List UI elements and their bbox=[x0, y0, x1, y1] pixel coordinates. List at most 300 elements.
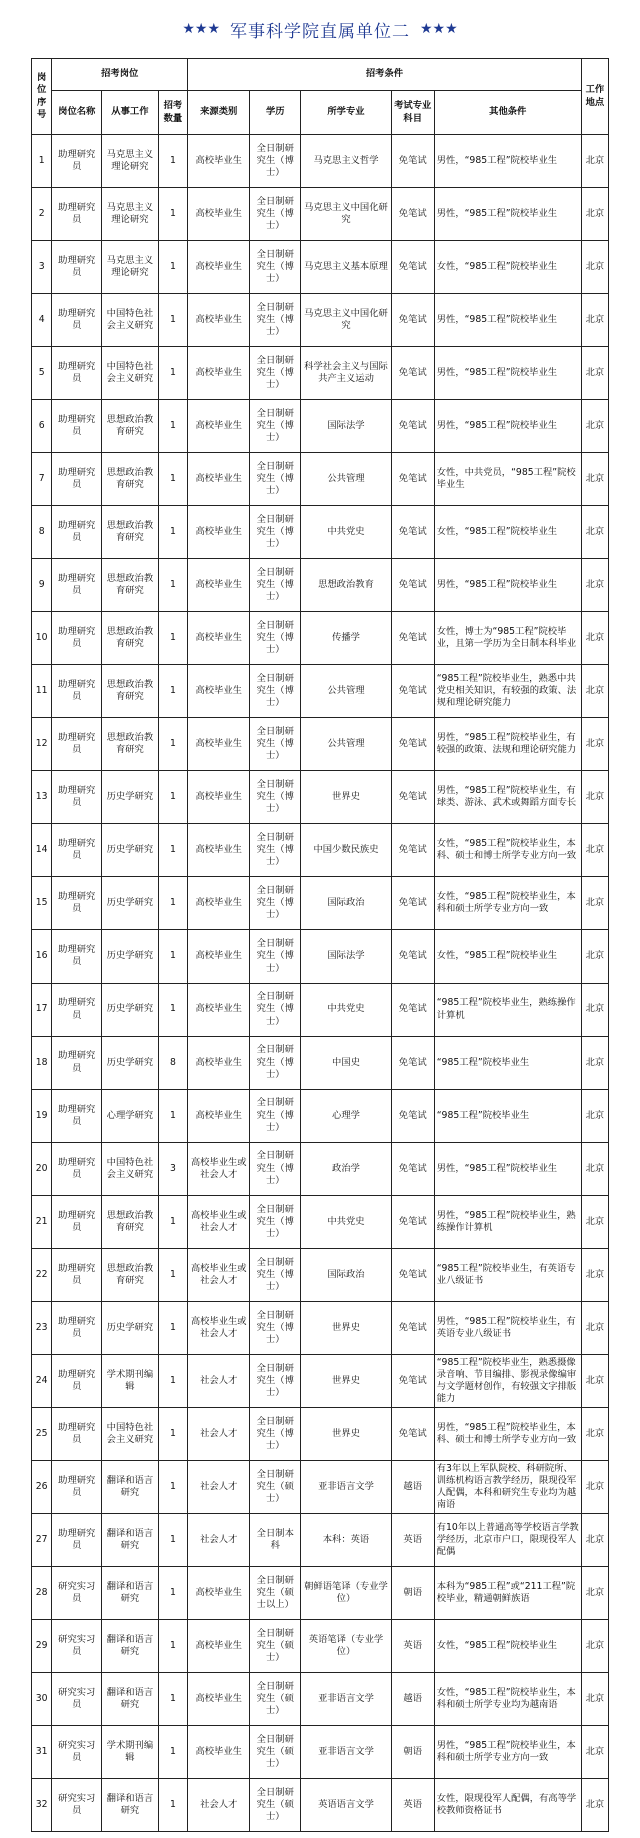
cell-education: 全日制研究生（博士） bbox=[250, 665, 301, 718]
cell-source: 社会人才 bbox=[188, 1778, 250, 1831]
cell-location: 北京 bbox=[581, 1142, 608, 1195]
cell-seq: 24 bbox=[32, 1354, 52, 1407]
cell-exam-subject: 免笔试 bbox=[391, 1142, 434, 1195]
table-row bbox=[32, 241, 609, 294]
cell-position-name: 助理研究员 bbox=[52, 877, 102, 930]
cell-location: 北京 bbox=[581, 1619, 608, 1672]
cell-source: 高校毕业生 bbox=[188, 1089, 250, 1142]
cell-education: 全日制本科 bbox=[250, 1513, 301, 1566]
cell-education: 全日制研究生（博士） bbox=[250, 983, 301, 1036]
cell-exam-subject: 免笔试 bbox=[391, 294, 434, 347]
cell-seq: 25 bbox=[32, 1407, 52, 1460]
cell-work-content: 思想政治教育研究 bbox=[102, 506, 159, 559]
table-row bbox=[32, 665, 609, 718]
table-row bbox=[32, 506, 609, 559]
cell-source: 高校毕业生 bbox=[188, 1672, 250, 1725]
cell-work-content: 心理学研究 bbox=[102, 1089, 159, 1142]
cell-major: 亚非语言文学 bbox=[301, 1460, 392, 1513]
cell-recruit-count: 1 bbox=[158, 983, 187, 1036]
cell-seq: 3 bbox=[32, 241, 52, 294]
cell-major: 中国史 bbox=[301, 1036, 392, 1089]
cell-work-content: 思想政治教育研究 bbox=[102, 1248, 159, 1301]
cell-work-content: 翻译和语言研究 bbox=[102, 1778, 159, 1831]
table-row bbox=[32, 1619, 609, 1672]
cell-other-conditions: 男性，“985工程”院校毕业生 bbox=[434, 294, 581, 347]
cell-recruit-count: 1 bbox=[158, 1460, 187, 1513]
cell-major: 亚非语言文学 bbox=[301, 1725, 392, 1778]
cell-source: 高校毕业生 bbox=[188, 506, 250, 559]
cell-recruit-count: 1 bbox=[158, 294, 187, 347]
cell-source: 高校毕业生 bbox=[188, 135, 250, 188]
cell-position-name: 研究实习员 bbox=[52, 1778, 102, 1831]
cell-position-name: 研究实习员 bbox=[52, 1672, 102, 1725]
cell-major: 世界史 bbox=[301, 1407, 392, 1460]
cell-source: 高校毕业生 bbox=[188, 294, 250, 347]
cell-source: 高校毕业生或社会人才 bbox=[188, 1195, 250, 1248]
cell-seq: 6 bbox=[32, 400, 52, 453]
cell-location: 北京 bbox=[581, 877, 608, 930]
cell-work-content: 翻译和语言研究 bbox=[102, 1672, 159, 1725]
cell-other-conditions: 男性，“985工程”院校毕业生 bbox=[434, 188, 581, 241]
cell-location: 北京 bbox=[581, 612, 608, 665]
cell-location: 北京 bbox=[581, 1407, 608, 1460]
cell-work-content: 马克思主义理论研究 bbox=[102, 241, 159, 294]
cell-recruit-count: 1 bbox=[158, 1089, 187, 1142]
cell-major: 政治学 bbox=[301, 1142, 392, 1195]
table-row bbox=[32, 930, 609, 983]
cell-exam-subject: 免笔试 bbox=[391, 188, 434, 241]
cell-location: 北京 bbox=[581, 930, 608, 983]
cell-work-content: 历史学研究 bbox=[102, 930, 159, 983]
cell-exam-subject: 免笔试 bbox=[391, 930, 434, 983]
cell-other-conditions: 男性，“985工程”院校毕业生，熟练操作计算机 bbox=[434, 1195, 581, 1248]
cell-education: 全日制研究生（博士） bbox=[250, 771, 301, 824]
cell-other-conditions: “985工程”院校毕业生 bbox=[434, 1089, 581, 1142]
table-row bbox=[32, 1036, 609, 1089]
cell-seq: 20 bbox=[32, 1142, 52, 1195]
cell-work-content: 思想政治教育研究 bbox=[102, 665, 159, 718]
cell-major: 中共党史 bbox=[301, 1195, 392, 1248]
cell-seq: 12 bbox=[32, 718, 52, 771]
cell-source: 高校毕业生 bbox=[188, 1725, 250, 1778]
table-row bbox=[32, 1460, 609, 1513]
header-location: 工作地点 bbox=[581, 59, 608, 135]
cell-exam-subject: 免笔试 bbox=[391, 347, 434, 400]
table-row bbox=[32, 1725, 609, 1778]
cell-major: 世界史 bbox=[301, 1301, 392, 1354]
cell-seq: 16 bbox=[32, 930, 52, 983]
table-row bbox=[32, 400, 609, 453]
cell-location: 北京 bbox=[581, 453, 608, 506]
cell-education: 全日制研究生（博士） bbox=[250, 294, 301, 347]
table-row bbox=[32, 612, 609, 665]
header-position-group: 招考岗位 bbox=[52, 59, 188, 91]
cell-position-name: 助理研究员 bbox=[52, 294, 102, 347]
cell-other-conditions: 有3年以上军队院校、科研院所、训练机构语言教学经历，限现役军人配偶，本科和研究生专业均为越南语 bbox=[434, 1460, 581, 1513]
cell-recruit-count: 1 bbox=[158, 1566, 187, 1619]
cell-major: 公共管理 bbox=[301, 453, 392, 506]
cell-source: 高校毕业生 bbox=[188, 1619, 250, 1672]
cell-source: 高校毕业生或社会人才 bbox=[188, 1248, 250, 1301]
cell-position-name: 助理研究员 bbox=[52, 559, 102, 612]
cell-recruit-count: 1 bbox=[158, 241, 187, 294]
cell-location: 北京 bbox=[581, 718, 608, 771]
cell-location: 北京 bbox=[581, 347, 608, 400]
cell-exam-subject: 免笔试 bbox=[391, 453, 434, 506]
cell-location: 北京 bbox=[581, 1354, 608, 1407]
table-row bbox=[32, 824, 609, 877]
cell-source: 高校毕业生 bbox=[188, 241, 250, 294]
cell-other-conditions: 女性，博士为“985工程”院校毕业，且第一学历为全日制本科毕业 bbox=[434, 612, 581, 665]
cell-major: 马克思主义中国化研究 bbox=[301, 294, 392, 347]
cell-source: 高校毕业生 bbox=[188, 559, 250, 612]
title-stars-left: ★★★ bbox=[182, 21, 220, 37]
cell-location: 北京 bbox=[581, 1301, 608, 1354]
cell-recruit-count: 1 bbox=[158, 718, 187, 771]
cell-other-conditions: 女性，“985工程”院校毕业生，本科、硕士和博士所学专业方向一致 bbox=[434, 824, 581, 877]
cell-position-name: 助理研究员 bbox=[52, 771, 102, 824]
cell-recruit-count: 3 bbox=[158, 1142, 187, 1195]
cell-location: 北京 bbox=[581, 241, 608, 294]
cell-exam-subject: 英语 bbox=[391, 1619, 434, 1672]
cell-major: 国际法学 bbox=[301, 930, 392, 983]
cell-education: 全日制研究生（博士） bbox=[250, 559, 301, 612]
table-row bbox=[32, 1248, 609, 1301]
cell-position-name: 研究实习员 bbox=[52, 1619, 102, 1672]
cell-source: 高校毕业生 bbox=[188, 665, 250, 718]
table-row bbox=[32, 294, 609, 347]
cell-exam-subject: 免笔试 bbox=[391, 824, 434, 877]
cell-recruit-count: 1 bbox=[158, 1407, 187, 1460]
cell-education: 全日制研究生（博士） bbox=[250, 1248, 301, 1301]
cell-position-name: 助理研究员 bbox=[52, 1036, 102, 1089]
cell-major: 心理学 bbox=[301, 1089, 392, 1142]
cell-position-name: 助理研究员 bbox=[52, 1142, 102, 1195]
cell-education: 全日制研究生（硕士） bbox=[250, 1460, 301, 1513]
cell-position-name: 助理研究员 bbox=[52, 347, 102, 400]
cell-seq: 10 bbox=[32, 612, 52, 665]
cell-other-conditions: 女性，“985工程”院校毕业生，本科和硕士所学专业均为越南语 bbox=[434, 1672, 581, 1725]
cell-recruit-count: 1 bbox=[158, 1725, 187, 1778]
cell-other-conditions: 男性，“985工程”院校毕业生，有英语专业八级证书 bbox=[434, 1301, 581, 1354]
cell-other-conditions: 男性，“985工程”院校毕业生 bbox=[434, 135, 581, 188]
cell-exam-subject: 免笔试 bbox=[391, 665, 434, 718]
cell-exam-subject: 免笔试 bbox=[391, 877, 434, 930]
cell-exam-subject: 越语 bbox=[391, 1460, 434, 1513]
cell-work-content: 历史学研究 bbox=[102, 1036, 159, 1089]
cell-major: 马克思主义哲学 bbox=[301, 135, 392, 188]
cell-recruit-count: 1 bbox=[158, 1513, 187, 1566]
table-row bbox=[32, 771, 609, 824]
cell-position-name: 助理研究员 bbox=[52, 665, 102, 718]
table-row bbox=[32, 1301, 609, 1354]
cell-recruit-count: 1 bbox=[158, 135, 187, 188]
cell-exam-subject: 免笔试 bbox=[391, 1301, 434, 1354]
cell-recruit-count: 1 bbox=[158, 930, 187, 983]
table-row bbox=[32, 1354, 609, 1407]
cell-exam-subject: 免笔试 bbox=[391, 506, 434, 559]
cell-exam-subject: 免笔试 bbox=[391, 241, 434, 294]
cell-other-conditions: 有10年以上普通高等学校语言学教学经历，北京市户口，限现役军人配偶 bbox=[434, 1513, 581, 1566]
cell-recruit-count: 1 bbox=[158, 559, 187, 612]
cell-major: 马克思主义中国化研究 bbox=[301, 188, 392, 241]
cell-other-conditions: “985工程”院校毕业生，熟悉摄像录音响、节目编排、影视录像编审与文学题材创作，有较强文字排版能力 bbox=[434, 1354, 581, 1407]
cell-source: 高校毕业生 bbox=[188, 347, 250, 400]
cell-position-name: 助理研究员 bbox=[52, 188, 102, 241]
table-row bbox=[32, 718, 609, 771]
cell-source: 社会人才 bbox=[188, 1407, 250, 1460]
cell-work-content: 中国特色社会主义研究 bbox=[102, 1407, 159, 1460]
cell-source: 高校毕业生 bbox=[188, 877, 250, 930]
cell-recruit-count: 1 bbox=[158, 612, 187, 665]
cell-other-conditions: 女性，“985工程”院校毕业生 bbox=[434, 241, 581, 294]
cell-education: 全日制研究生（博士） bbox=[250, 135, 301, 188]
cell-major: 思想政治教育 bbox=[301, 559, 392, 612]
cell-education: 全日制研究生（博士） bbox=[250, 1407, 301, 1460]
cell-major: 国际政治 bbox=[301, 877, 392, 930]
cell-exam-subject: 免笔试 bbox=[391, 1036, 434, 1089]
cell-other-conditions: 本科为“985工程”或“211工程”院校毕业，精通朝鲜族语 bbox=[434, 1566, 581, 1619]
table-row bbox=[32, 559, 609, 612]
cell-location: 北京 bbox=[581, 1513, 608, 1566]
cell-position-name: 助理研究员 bbox=[52, 1301, 102, 1354]
cell-seq: 18 bbox=[32, 1036, 52, 1089]
cell-exam-subject: 免笔试 bbox=[391, 135, 434, 188]
cell-exam-subject: 免笔试 bbox=[391, 1248, 434, 1301]
cell-location: 北京 bbox=[581, 294, 608, 347]
cell-location: 北京 bbox=[581, 983, 608, 1036]
cell-seq: 32 bbox=[32, 1778, 52, 1831]
cell-source: 高校毕业生 bbox=[188, 453, 250, 506]
cell-location: 北京 bbox=[581, 559, 608, 612]
cell-position-name: 助理研究员 bbox=[52, 1195, 102, 1248]
cell-education: 全日制研究生（博士） bbox=[250, 506, 301, 559]
cell-recruit-count: 1 bbox=[158, 347, 187, 400]
cell-exam-subject: 免笔试 bbox=[391, 612, 434, 665]
cell-major: 国际政治 bbox=[301, 1248, 392, 1301]
cell-major: 公共管理 bbox=[301, 718, 392, 771]
cell-exam-subject: 免笔试 bbox=[391, 1354, 434, 1407]
cell-major: 世界史 bbox=[301, 771, 392, 824]
cell-education: 全日制研究生（博士） bbox=[250, 1142, 301, 1195]
cell-recruit-count: 1 bbox=[158, 400, 187, 453]
cell-seq: 1 bbox=[32, 135, 52, 188]
cell-location: 北京 bbox=[581, 1672, 608, 1725]
cell-education: 全日制研究生（博士） bbox=[250, 824, 301, 877]
cell-work-content: 翻译和语言研究 bbox=[102, 1460, 159, 1513]
cell-education: 全日制研究生（博士） bbox=[250, 400, 301, 453]
cell-position-name: 助理研究员 bbox=[52, 1513, 102, 1566]
cell-work-content: 思想政治教育研究 bbox=[102, 718, 159, 771]
cell-education: 全日制研究生（博士） bbox=[250, 1036, 301, 1089]
cell-recruit-count: 1 bbox=[158, 771, 187, 824]
cell-other-conditions: 女性，“985工程”院校毕业生，本科和硕士所学专业方向一致 bbox=[434, 877, 581, 930]
cell-work-content: 翻译和语言研究 bbox=[102, 1566, 159, 1619]
cell-other-conditions: 女性，中共党员，“985工程”院校毕业生 bbox=[434, 453, 581, 506]
cell-work-content: 思想政治教育研究 bbox=[102, 559, 159, 612]
cell-source: 高校毕业生 bbox=[188, 718, 250, 771]
cell-position-name: 助理研究员 bbox=[52, 612, 102, 665]
cell-work-content: 中国特色社会主义研究 bbox=[102, 1142, 159, 1195]
cell-education: 全日制研究生（博士） bbox=[250, 877, 301, 930]
cell-work-content: 马克思主义理论研究 bbox=[102, 188, 159, 241]
cell-education: 全日制研究生（博士） bbox=[250, 188, 301, 241]
cell-education: 全日制研究生（博士） bbox=[250, 453, 301, 506]
cell-location: 北京 bbox=[581, 771, 608, 824]
cell-recruit-count: 1 bbox=[158, 1195, 187, 1248]
cell-recruit-count: 8 bbox=[158, 1036, 187, 1089]
header-exam-subject: 考试专业科目 bbox=[391, 91, 434, 135]
cell-other-conditions: 女性，限现役军人配偶，有高等学校教师资格证书 bbox=[434, 1778, 581, 1831]
cell-other-conditions: 男性，“985工程”院校毕业生 bbox=[434, 347, 581, 400]
header-education: 学历 bbox=[250, 91, 301, 135]
cell-seq: 23 bbox=[32, 1301, 52, 1354]
cell-exam-subject: 英语 bbox=[391, 1778, 434, 1831]
cell-seq: 14 bbox=[32, 824, 52, 877]
cell-location: 北京 bbox=[581, 665, 608, 718]
table-row bbox=[32, 877, 609, 930]
cell-exam-subject: 免笔试 bbox=[391, 559, 434, 612]
cell-seq: 13 bbox=[32, 771, 52, 824]
cell-other-conditions: “985工程”院校毕业生，熟悉中共党史相关知识，有较强的政策、法规和理论研究能力 bbox=[434, 665, 581, 718]
cell-seq: 31 bbox=[32, 1725, 52, 1778]
cell-seq: 5 bbox=[32, 347, 52, 400]
cell-source: 高校毕业生 bbox=[188, 188, 250, 241]
cell-exam-subject: 越语 bbox=[391, 1672, 434, 1725]
cell-source: 高校毕业生 bbox=[188, 612, 250, 665]
cell-work-content: 历史学研究 bbox=[102, 983, 159, 1036]
header-position-name: 岗位名称 bbox=[52, 91, 102, 135]
cell-major: 英语语言文学 bbox=[301, 1778, 392, 1831]
cell-location: 北京 bbox=[581, 824, 608, 877]
cell-position-name: 助理研究员 bbox=[52, 824, 102, 877]
cell-other-conditions: 男性，“985工程”院校毕业生，本科和硕士所学专业方向一致 bbox=[434, 1725, 581, 1778]
cell-other-conditions: 女性，“985工程”院校毕业生 bbox=[434, 506, 581, 559]
cell-other-conditions: “985工程”院校毕业生，有英语专业八级证书 bbox=[434, 1248, 581, 1301]
header-conditions-group: 招考条件 bbox=[188, 59, 582, 91]
cell-work-content: 历史学研究 bbox=[102, 1301, 159, 1354]
cell-seq: 27 bbox=[32, 1513, 52, 1566]
cell-position-name: 助理研究员 bbox=[52, 453, 102, 506]
cell-other-conditions: 男性，“985工程”院校毕业生，有较强的政策、法规和理论研究能力 bbox=[434, 718, 581, 771]
cell-recruit-count: 1 bbox=[158, 1248, 187, 1301]
table-row bbox=[32, 1195, 609, 1248]
cell-seq: 4 bbox=[32, 294, 52, 347]
cell-education: 全日制研究生（博士） bbox=[250, 718, 301, 771]
cell-recruit-count: 1 bbox=[158, 506, 187, 559]
cell-position-name: 助理研究员 bbox=[52, 1248, 102, 1301]
cell-recruit-count: 1 bbox=[158, 1354, 187, 1407]
cell-other-conditions: 女性，“985工程”院校毕业生 bbox=[434, 1619, 581, 1672]
cell-position-name: 研究实习员 bbox=[52, 1566, 102, 1619]
header-other-conditions: 其他条件 bbox=[434, 91, 581, 135]
cell-major: 中共党史 bbox=[301, 983, 392, 1036]
cell-position-name: 助理研究员 bbox=[52, 718, 102, 771]
cell-source: 社会人才 bbox=[188, 1460, 250, 1513]
cell-source: 社会人才 bbox=[188, 1513, 250, 1566]
cell-work-content: 历史学研究 bbox=[102, 877, 159, 930]
cell-position-name: 助理研究员 bbox=[52, 135, 102, 188]
cell-work-content: 历史学研究 bbox=[102, 824, 159, 877]
cell-source: 高校毕业生或社会人才 bbox=[188, 1142, 250, 1195]
cell-source: 高校毕业生 bbox=[188, 400, 250, 453]
cell-location: 北京 bbox=[581, 1778, 608, 1831]
cell-major: 马克思主义基本原理 bbox=[301, 241, 392, 294]
cell-location: 北京 bbox=[581, 506, 608, 559]
table-row bbox=[32, 188, 609, 241]
cell-recruit-count: 1 bbox=[158, 188, 187, 241]
cell-exam-subject: 免笔试 bbox=[391, 1407, 434, 1460]
cell-exam-subject: 免笔试 bbox=[391, 983, 434, 1036]
cell-education: 全日制研究生（博士） bbox=[250, 1195, 301, 1248]
cell-recruit-count: 1 bbox=[158, 824, 187, 877]
cell-location: 北京 bbox=[581, 1460, 608, 1513]
cell-seq: 11 bbox=[32, 665, 52, 718]
cell-position-name: 助理研究员 bbox=[52, 1354, 102, 1407]
cell-position-name: 助理研究员 bbox=[52, 930, 102, 983]
cell-education: 全日制研究生（博士） bbox=[250, 1089, 301, 1142]
cell-major: 公共管理 bbox=[301, 665, 392, 718]
cell-other-conditions: 男性，“985工程”院校毕业生，本科、硕士和博士所学专业方向一致 bbox=[434, 1407, 581, 1460]
cell-seq: 2 bbox=[32, 188, 52, 241]
cell-major: 朝鲜语笔译（专业学位） bbox=[301, 1566, 392, 1619]
cell-major: 英语笔译（专业学位） bbox=[301, 1619, 392, 1672]
header-seq: 岗位序号 bbox=[32, 59, 52, 135]
cell-seq: 8 bbox=[32, 506, 52, 559]
cell-exam-subject: 免笔试 bbox=[391, 718, 434, 771]
cell-work-content: 思想政治教育研究 bbox=[102, 453, 159, 506]
cell-position-name: 助理研究员 bbox=[52, 241, 102, 294]
cell-work-content: 思想政治教育研究 bbox=[102, 400, 159, 453]
cell-other-conditions: 男性，“985工程”院校毕业生，有球类、游泳、武术或舞蹈方面专长 bbox=[434, 771, 581, 824]
cell-position-name: 助理研究员 bbox=[52, 400, 102, 453]
cell-source: 高校毕业生 bbox=[188, 824, 250, 877]
cell-education: 全日制研究生（博士） bbox=[250, 241, 301, 294]
table-row bbox=[32, 983, 609, 1036]
cell-recruit-count: 1 bbox=[158, 1619, 187, 1672]
cell-work-content: 学术期刊编辑 bbox=[102, 1354, 159, 1407]
cell-source: 高校毕业生 bbox=[188, 1566, 250, 1619]
cell-recruit-count: 1 bbox=[158, 1672, 187, 1725]
table-row bbox=[32, 135, 609, 188]
cell-location: 北京 bbox=[581, 1566, 608, 1619]
cell-location: 北京 bbox=[581, 1195, 608, 1248]
cell-source: 高校毕业生或社会人才 bbox=[188, 1301, 250, 1354]
cell-education: 全日制研究生（博士） bbox=[250, 347, 301, 400]
cell-location: 北京 bbox=[581, 1248, 608, 1301]
cell-source: 社会人才 bbox=[188, 1354, 250, 1407]
table-row bbox=[32, 1778, 609, 1831]
cell-source: 高校毕业生 bbox=[188, 771, 250, 824]
cell-seq: 17 bbox=[32, 983, 52, 1036]
cell-major: 中共党史 bbox=[301, 506, 392, 559]
cell-source: 高校毕业生 bbox=[188, 983, 250, 1036]
cell-education: 全日制研究生（博士） bbox=[250, 1354, 301, 1407]
cell-source: 高校毕业生 bbox=[188, 1036, 250, 1089]
cell-location: 北京 bbox=[581, 400, 608, 453]
table-row bbox=[32, 1513, 609, 1566]
cell-education: 全日制研究生（硕士以上） bbox=[250, 1566, 301, 1619]
cell-seq: 29 bbox=[32, 1619, 52, 1672]
cell-exam-subject: 朝语 bbox=[391, 1566, 434, 1619]
cell-recruit-count: 1 bbox=[158, 1301, 187, 1354]
table-row bbox=[32, 1566, 609, 1619]
table-row bbox=[32, 453, 609, 506]
cell-seq: 30 bbox=[32, 1672, 52, 1725]
header-recruit-count: 招考数量 bbox=[158, 91, 187, 135]
table-body bbox=[32, 135, 609, 1832]
table-row bbox=[32, 1407, 609, 1460]
